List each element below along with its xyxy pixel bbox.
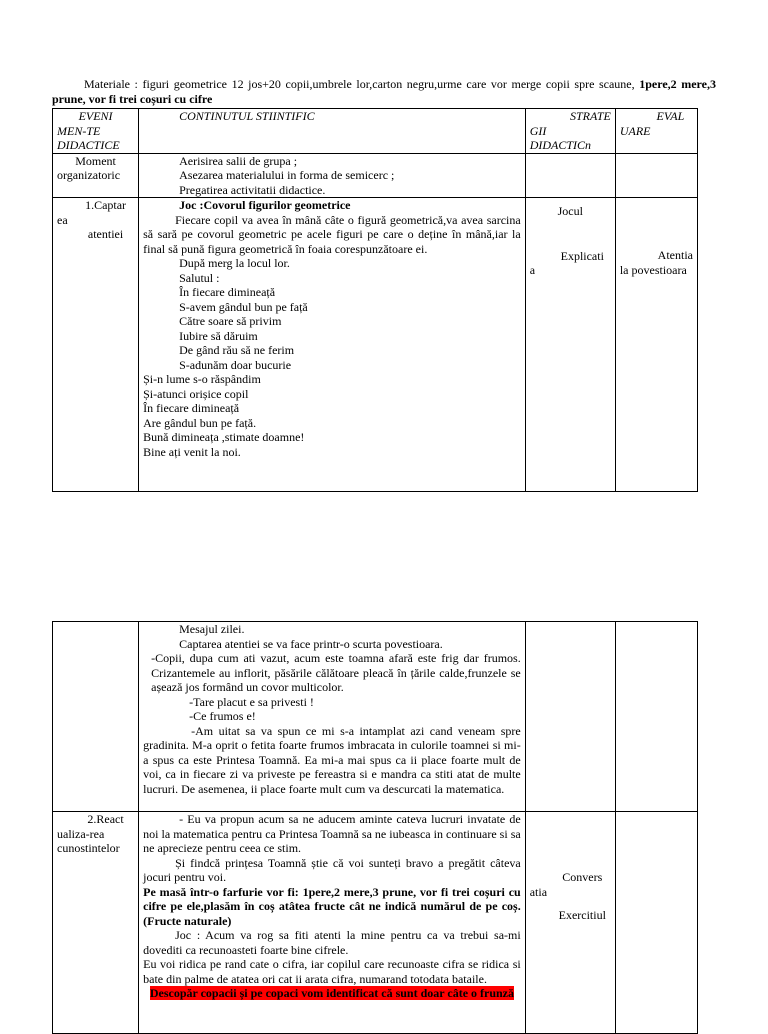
game-title: Joc :Covorul figurilor geometrice — [179, 198, 351, 212]
captare-strategy: Jocul Explicati a — [525, 198, 615, 492]
react-strategy: Convers atia Exercitiul — [525, 812, 615, 1034]
materials-text: Materiale : figuri geometrice 12 jos+20 copii,umbrele lor,carton negru,urme care vor merge copii spre scaune, — [84, 77, 635, 91]
header-strategies: STRATE GII DIDACTICn — [525, 109, 615, 154]
captare-row — [53, 198, 698, 492]
materials-paragraph — [52, 77, 716, 106]
lesson-table-page1 — [52, 108, 698, 492]
react-row — [53, 812, 698, 1034]
moment-label: Moment organizatoric — [53, 153, 139, 198]
moment-row — [53, 153, 698, 198]
highlighted-text: Descopăr copacii și pe copaci vom identificat că sunt doar câte o frunză — [149, 986, 515, 1000]
materials-bold-text: 1pere,2 mere,3 prune, vor fi trei coșuri cu cifre — [52, 77, 716, 106]
lesson-table-page2 — [52, 621, 698, 1034]
mesaj-row — [53, 622, 698, 812]
moment-content: Aerisirea salii de grupa ; Asezarea materialului in forma de semicerc ; Pregatirea activitatii didactice. — [139, 153, 526, 198]
header-evaluation: EVAL UARE — [615, 109, 697, 154]
header-content: CONTINUTUL STIINTIFIC — [139, 109, 526, 154]
header-events: EVENI MEN-TE DIDACTICE — [53, 109, 139, 154]
react-content: - Eu va propun acum sa ne aducem aminte cateva lucruri invatate de noi la matematica pentru ca Printesa Toamnă sa ne iubeasca in continuare si sa ne aprecieze pentru ceea ce stim. Și findcă prințesa Toamnă știe că voi sunteți bravo a pregătit câteva jocuri pentru voi. Pe masă într-o farfurie vor fi: 1pere,2 mere,3 prune, vor fi trei coșuri cu cifre pe ele,plasăm în coș atâtea fructe cât ne indică numărul de pe coș.(Fructe naturale) Joc : Acum va rog sa fiti atenti la mine pentru ca va trebui sa-mi dovediti ca recunoasteti foarte bine cifrele. Eu voi ridica pe rand cate o cifra, iar copilul care recunoaste cifra se ridica si bate din palme de atatea ori cat ii arata cifra, numarand totodata bataile. Descopăr copacii și pe copaci vom identificat că sunt doar câte o frunză — [139, 812, 526, 1034]
captare-eval: Atentia la povestioara — [615, 198, 697, 492]
captare-content: Joc :Covorul figurilor geometrice Fiecare copil va avea în mână câte o figură geometrică,va avea sarcina să sară pe covorul geometric pe acele figuri pe care o deține în mână,iar la final să pună figura geometrică în foaia corespunzătoare ei. După merg la locul lor. Salutul : În fiecare dimineață S-avem gândul bun pe față Către soare să privim Iubire să dăruim De gând rău să ne ferim S-adunăm doar bucurie Și-n lume s-o răspândim Și-atunci orișice copil În fiecare dimineață Are gândul bun pe față. Bună dimineața ,stimate doamne! Bine ați venit la noi. — [139, 198, 526, 492]
mesaj-content: Mesajul zilei. Captarea atentiei se va face printr-o scurta povestioara. -Copii, dupa cum ati vazut, acum este toamna afară este frig dar frumos. Crizantemele au inflorit, păsările călătoare pleacă în țările calde,frunzele se așează jos formând un covor multicolor. -Tare placut e sa privesti ! -Ce frumos e! -Am uitat sa va spun ce mi s-a intamplat azi cand veneam spre gradinita. M-a oprit o fetita foarte frumos imbracata in culorile toamnei si mi-a spus ca este Printesa Toamnă. Ea mi-a mai spus ca ii place foarte mult de voi, ca in fiecare zi va priveste pe fereastra si e mandra ca stiti atat de multe lucruri. De asemenea, ii place foarte mult cum va descurcati la matematica. — [139, 622, 526, 812]
react-label: 2.React ualiza-rea cunostintelor — [53, 812, 139, 1034]
header-row — [53, 109, 698, 154]
captare-label: 1.Captar ea atentiei — [53, 198, 139, 492]
